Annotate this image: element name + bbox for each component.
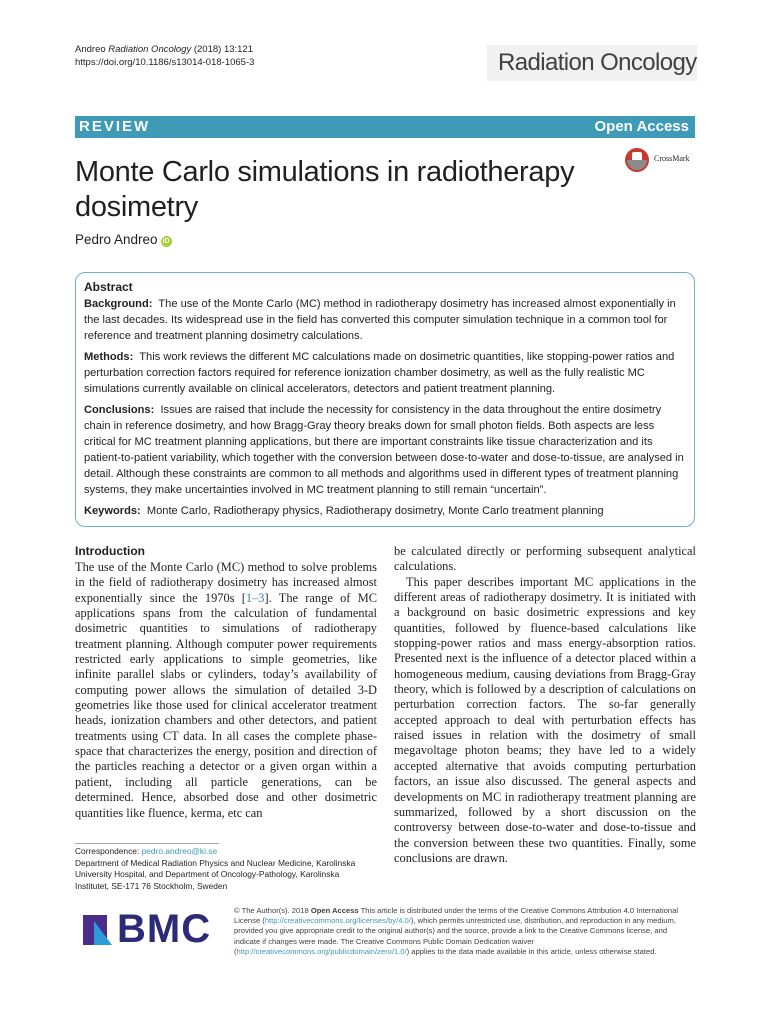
intro-paragraph-1-continued: be calculated directly or performing subsequent analytical calculations. — [394, 544, 696, 574]
open-access-label: Open Access — [594, 118, 689, 135]
methods-text: This work reviews the different MC calculations made on dosimetric quantities, like stopping-power ratios and perturbation correction factors required for reference ionization chamber dosimetry, as well as the fully realistic MC simulations currently available on clinical accelerators, detectors and patient treatment planning. — [84, 351, 675, 395]
article-type: REVIEW — [79, 118, 151, 135]
keywords-label: Keywords: — [84, 505, 141, 517]
author-line — [75, 232, 172, 247]
affiliation: Department of Medical Radiation Physics and Nuclear Medicine, Karolinska University Hospital, and Department of Oncology-Pathology, Karolinska Institutet, SE-171 76 Stockholm, Sweden — [75, 857, 356, 891]
article-type-bar — [75, 116, 695, 138]
keywords-text: Monte Carlo, Radiotherapy physics, Radiotherapy dosimetry, Monte Carlo treatment planning — [146, 505, 604, 517]
correspondence-label: Correspondence: — [75, 846, 140, 856]
abstract-methods — [84, 349, 686, 397]
bmc-logo — [75, 905, 225, 955]
footnote-divider — [75, 843, 219, 844]
abstract-conclusions — [84, 402, 686, 498]
crossmark-label: CrossMark — [654, 154, 690, 163]
license-part-3: ) applies to the data made available in this article, unless otherwise stated. — [406, 946, 657, 956]
license-part-1: This article is distributed under the terms of the Creative Commons Attribution 4.0 International License ( — [234, 906, 679, 926]
cite-journal: Radiation Oncology — [108, 44, 192, 55]
conclusions-text: Issues are raised that include the necessity for consistency in the data throughout the entire dosimetry chain in reference dosimetry, and how Bragg-Gray theory breaks down for small photon fields. Both aspects are less critical for MC treatment planning applications, but there are important constraints like tissue characterization and its patient-to-patient variability, which together with the conversion between dose-to-water and dose-to-tissue, are analysed in detail. Although these constraints are common to all methods and algorithms used in different types of treatment planning systems, they make uncertainties involved in MC treatment planning to still remain “uncertain”. — [84, 404, 684, 496]
doi-link[interactable]: https://doi.org/10.1186/s13014-018-1065-3 — [75, 57, 255, 68]
cite-author: Andreo — [75, 44, 106, 55]
email-link[interactable]: pedro.andreo@ki.se — [141, 846, 218, 856]
crossmark-badge[interactable] — [625, 148, 701, 174]
abstract-keywords — [84, 503, 686, 519]
journal-name: Radiation Oncology — [498, 49, 697, 76]
license-part-2: ), which permits unrestricted use, distribution, and reproduction in any medium, provided you give appropriate credit to the original author(s) and the source, provide a link to the Creative Commons license, and indicate if changes were made. The Creative Commons Public Domain Dedication waiver ( — [234, 916, 676, 956]
license-text — [234, 906, 694, 957]
intro-paragraph-1: The use of the Monte Carlo (MC) method to solve problems in the field of radiotherapy dosimetry has increased almost exponentially since the 1970s [1–3]. The range of MC applications spans from the calculation of fundamental dosimetric quantities to simulations of radiotherapy treatment planning. Although computer power requirements restricted early applications to simple geometries, like infinite parallel slabs or cylinders, today’s availability of computing power allows the simulation of detailed 3-D geometries like those used for clinical accelerator treatment heads, ionization chambers and other detectors, and patient treatments using CT data. In all cases the complete phase-space that characterizes the energy, position and direction of the particles reaching a detector or a given organ within a patient, including all particle generations, can be determined. Hence, absorbed dose and other dosimetric quantities like fluence, kerma, etc can — [75, 560, 377, 820]
body-column-right — [394, 544, 696, 866]
intro-paragraph-2: This paper describes important MC applications in the different areas of radiotherapy dosimetry. It is initiated with a background on basic dosimetric expressions and key quantities, followed by fluence-based calculations like stopping-power ratios and mass energy-absorption ratios. Presented next is the influence of a detector placed within a homogeneous medium, causing deviations from Bragg-Gray theory, which is followed by a description of calculations on perturbation correction factors. The so-far generally accepted approach to deal with perturbation effects has raised issues in relation with the dosimetry of small megavoltage photon beams; they have led to a widely accepted alternative that avoids computing perturbation factors, an issue also discussed. The general aspects and developments on MC in radiotherapy treatment planning are summarized, followed by a short discussion on the controversy between dose-to-water and dose-to-tissue and the conversion between these two quantities. Finally, some conclusions are drawn. — [394, 574, 696, 865]
abstract-box — [75, 272, 695, 527]
abstract-heading: Abstract — [84, 280, 133, 294]
waiver-url-link[interactable]: http://creativecommons.org/publicdomain/zero/1.0/ — [236, 946, 407, 956]
introduction-heading: Introduction — [75, 544, 145, 558]
conclusions-label: Conclusions: — [84, 404, 155, 416]
article-title: Monte Carlo simulations in radiotherapy dosimetry — [75, 156, 575, 223]
license-copyright: © The Author(s). 2018 — [234, 906, 309, 915]
body-column-left — [75, 544, 377, 821]
background-label: Background: — [84, 298, 153, 310]
license-url-link[interactable]: http://creativecommons.org/licenses/by/4.0/ — [264, 916, 411, 926]
reference-link[interactable]: 1–3 — [245, 590, 265, 605]
orcid-icon[interactable]: iD — [162, 238, 170, 245]
license-open-access: Open Access — [310, 906, 359, 915]
citation — [75, 43, 254, 69]
methods-label: Methods: — [84, 351, 134, 363]
background-text: The use of the Monte Carlo (MC) method in radiotherapy dosimetry has increased almost exponentially in the last decades. Its widespread use in the field has converted this computer simulation technique in a common tool for reference and treatment planning dosimetry calculations. — [84, 298, 676, 342]
crossmark-icon — [625, 148, 649, 172]
bmc-wordmark: BMC — [117, 907, 212, 951]
correspondence-note — [75, 846, 375, 892]
abstract-background — [84, 296, 686, 344]
cite-volume: (2018) 13:121 — [193, 44, 254, 55]
author-name[interactable]: Pedro Andreo — [75, 232, 158, 247]
